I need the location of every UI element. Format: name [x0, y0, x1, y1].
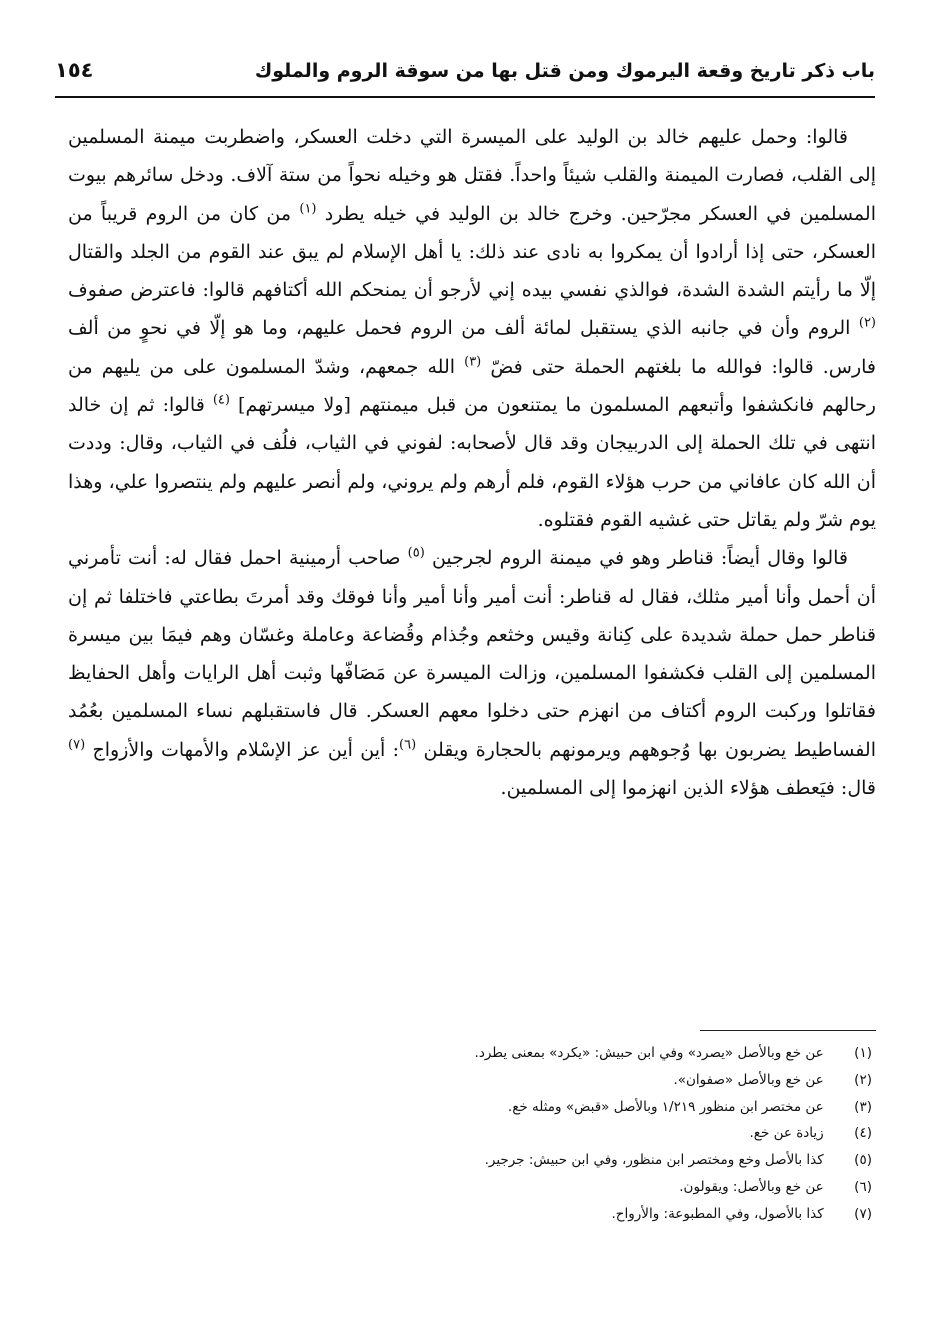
footnote-text: عن خ‍ع وبالأصل «يصرد» وفي ابن حبيش: «يكرد» بمعنى يطرد. [474, 1045, 824, 1061]
text-segment: قال: فيَعطف هؤلاء الذين انهزموا إلى المسلمين. [500, 777, 876, 800]
footnote-number: (٧) [854, 1205, 872, 1222]
text-segment: الروم وأن في جانبه الذي يستقبل لمائة ألف من الروم فحمل عليهم، وما هو إلّا في نحوٍ من ألف فارس. قالوا: فوالله ما بلغتهم الحملة حتى فضّ [68, 317, 876, 378]
footnote-ref-1: (١) [299, 201, 317, 217]
footnote-number: (١) [854, 1045, 872, 1061]
footnote-number: (٢) [854, 1071, 872, 1088]
footnote-item [64, 1201, 872, 1228]
footnote-text: كذا بالأصل وخ‍ع ومختصر ابن منظور، وفي ابن حبيش: جرجير. [484, 1152, 824, 1169]
text-segment: قالوا: ثم إن خالد انتهى في تلك الحملة إلى الدربيجان وقد قال لأصحابه: لفوني في الثياب، فلُف في الثياب، وقال: وددت أن الله كان عافاني من حرب هؤلاء القوم، فلم أرهم ولم يروني، ولم أنصر عليهم ولم ينتصروا علي، وهذا يوم شرّ ولم يقاتل حتى غشيه القوم فقتلوه. [68, 394, 876, 531]
footnote-item [64, 1040, 872, 1067]
main-text [68, 118, 876, 807]
footnote-ref-4: (٤) [212, 392, 230, 408]
footnote-text: زيادة عن خ‍ع. [749, 1125, 824, 1142]
paragraph-2 [68, 539, 876, 807]
text-segment: صاحب أرمينية احمل فقال له: أنت تأمرني أن أحمل وأنا أمير مثلك، فقال له قناطر: أنت أمير وأنا أمير وأنا فوقك وقد أمرتَ بطاعتي فاختلفا ثم إن قناطر حمل حملة شديدة على كِنانة وقيس وخثعم وجُذام وقُضاعة وعاملة وغسّان وهم فيمَا بين ميسرة المسلمين إلى القلب فكشفوا المسلمين، وزالت الميسرة عن مَصَافّها وثبت أهل الرايات وأهل الحفايظ فقاتلوا وركبت الروم أكتاف من انهزم حتى دخلوا معهم العسكر. قال فاستقبلهم نساء المسلمين بعُمُد الفساطيط يضربون بها وُجوههم ويرمونهم بالحجارة ويقلن [68, 547, 876, 761]
footnote-number: (٣) [854, 1098, 872, 1115]
footnote-text: كذا بالأصول، وفي المطبوعة: والأرواح. [611, 1205, 824, 1222]
footnote-number: (٥) [854, 1152, 872, 1169]
footnote-ref-5: (٥) [407, 545, 425, 561]
footnote-item [64, 1067, 872, 1094]
footnote-item [64, 1120, 872, 1147]
footnote-text: عن خ‍ع وبالأصل «صفوان». [673, 1071, 824, 1088]
footnote-text: عن مختصر ابن منظور ١/٢١٩ وبالأصل «قبض» ومثله خ‍ع. [507, 1098, 824, 1115]
paragraph-1 [68, 118, 876, 539]
footnote-text: عن خ‍ع وبالأصل: ويقولون. [679, 1178, 824, 1195]
footnote-ref-2: (٢) [858, 316, 876, 332]
text-segment: من كان من الروم قريباً من العسكر، حتى إذا أرادوا أن يمكروا به نادى عند ذلك: يا أهل الإسلام لم يبق عند القوم من الجلد والقتال إلّا ما رأيتم الشدة الشدة، فوالذي نفسي بيده إني لأرجو أن يمنحكم الله أكتافهم قالوا: فاعترض صفوف [68, 202, 876, 302]
footnote-number: (٦) [854, 1178, 872, 1195]
footnote-ref-3: (٣) [464, 354, 482, 370]
footnote-item [64, 1174, 872, 1201]
footnote-ref-6: (٦) [399, 737, 417, 753]
text-segment: قالوا: وحمل عليهم خالد بن الوليد على الميسرة التي دخلت العسكر، واضطربت ميمنة المسلمين إلى القلب، فصارت الميمنة والقلب شيئاً واحداً. فقتل هو وخيله نحواً من ستة آلاف. ودخل سائرهم بيوت المسلمين في العسكر مجرّحين. وخرج خالد بن الوليد في خيله يطرد [68, 126, 876, 225]
footnote-number: (٤) [854, 1125, 872, 1142]
text-segment: الله جمعهم، وشدّ المسلمون على من يليهم من رحالهم فانكشفوا وأتبعهم المسلمون ما يمتنعون من قبل ميمنتهم [ولا ميسرتهم] [68, 355, 876, 417]
footnote-item [64, 1147, 872, 1174]
text-segment: : أين أين عز الإسْلام والأمهات والأزواج [92, 738, 400, 761]
footnote-item [64, 1094, 872, 1121]
footnote-ref-7: (٧) [68, 737, 86, 753]
footnotes-list [64, 1040, 872, 1228]
page-number: ١٥٤ [55, 58, 94, 82]
chapter-title: باب ذكر تاريخ وقعة اليرموك ومن قتل بها من سوقة الروم والملوك [254, 60, 875, 82]
header-divider [55, 96, 875, 98]
footnote-divider [700, 1030, 876, 1031]
running-header [55, 56, 875, 94]
text-segment: قالوا وقال أيضاً: قناطر وهو في ميمنة الروم لجرجين [431, 547, 849, 570]
